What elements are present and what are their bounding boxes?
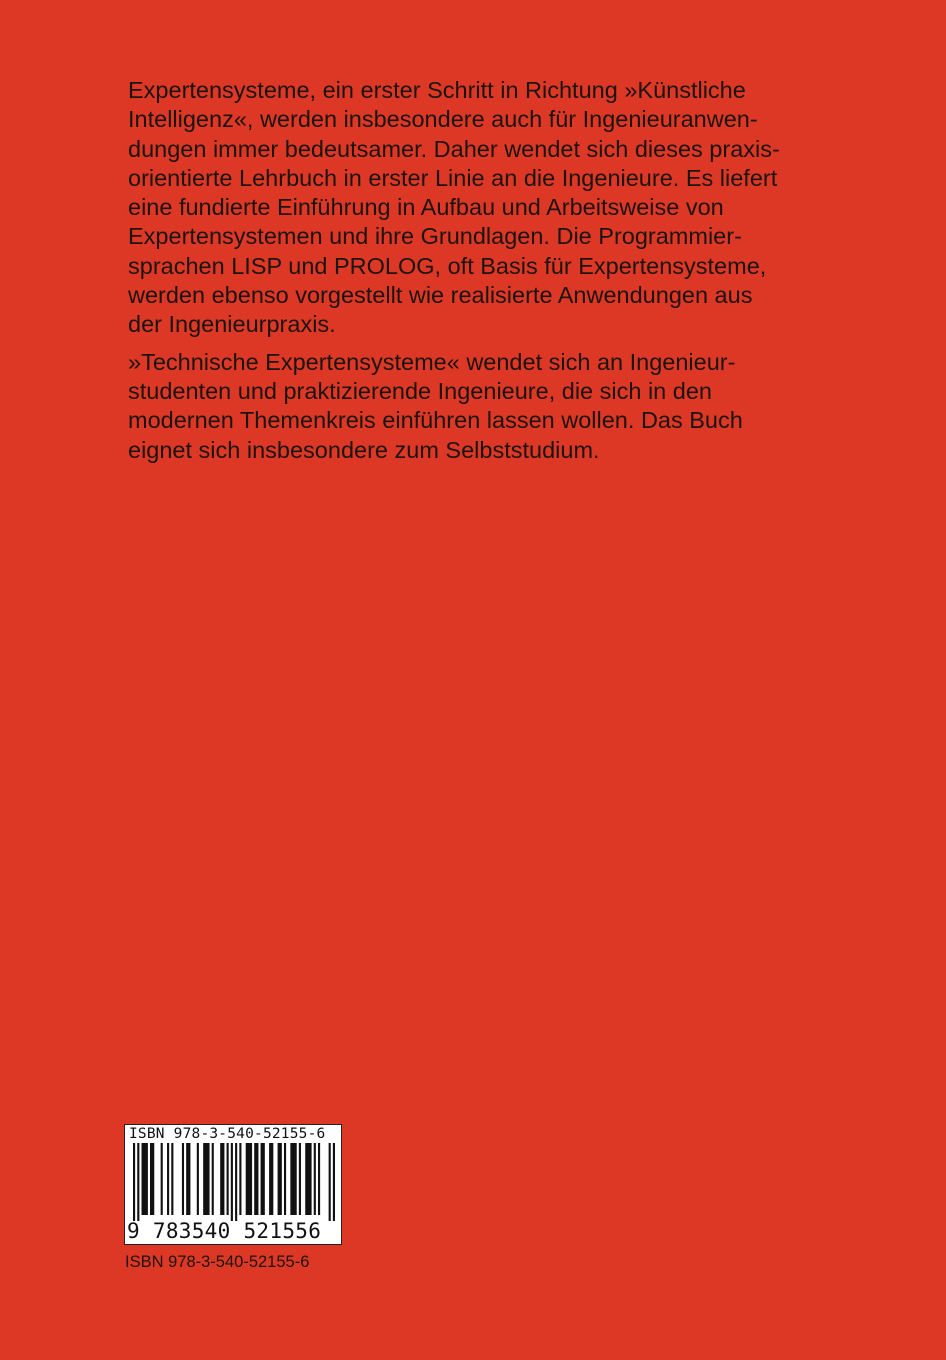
barcode-bar xyxy=(305,1143,311,1215)
barcode-isbn-label: ISBN 978-3-540-52155-6 xyxy=(129,1126,326,1142)
barcode-bar xyxy=(220,1143,224,1215)
barcode-bar xyxy=(227,1143,229,1215)
barcode-bar xyxy=(333,1143,335,1221)
blurb-line: eine fundierte Einführung in Aufbau und Arbeitsweise von xyxy=(128,194,724,221)
isbn-text: ISBN 978-3-540-52155-6 xyxy=(125,1253,310,1271)
blurb-paragraph-1 xyxy=(128,76,818,340)
blurb-line: der Ingenieurpraxis. xyxy=(128,311,336,338)
barcode-bar xyxy=(142,1143,148,1215)
isbn-barcode xyxy=(124,1124,342,1245)
barcode-bar xyxy=(246,1143,252,1215)
barcode-bar xyxy=(212,1143,214,1215)
barcode-bar xyxy=(167,1143,169,1215)
blurb-line: Intelligenz«, werden insbesondere auch für Ingenieuranwen- xyxy=(128,106,758,133)
barcode-bar xyxy=(278,1143,282,1215)
barcode-bar xyxy=(137,1143,139,1221)
blurb-line: werden ebenso vorgestellt wie realisierte Anwendungen aus xyxy=(128,282,753,309)
blurb-paragraph-2 xyxy=(128,348,818,465)
blurb-line: Expertensysteme, ein erster Schritt in Richtung »Künstliche xyxy=(128,77,746,103)
blurb-line: Expertensystemen und ihre Grundlagen. Die Programmier- xyxy=(128,223,742,250)
blurb-line: sprachen LISP und PROLOG, oft Basis für Expertensysteme, xyxy=(128,252,767,279)
barcode-bar xyxy=(182,1143,184,1215)
barcode-bar xyxy=(133,1143,135,1221)
barcode-bar xyxy=(314,1143,316,1215)
blurb-line: orientierte Lehrbuch in erster Linie an die Ingenieure. Es liefert xyxy=(128,164,778,191)
barcode-digits: 9 783540 521556 xyxy=(127,1219,322,1243)
barcode-bar xyxy=(171,1143,173,1215)
blurb-line: eignet sich insbesondere zum Selbststudium. xyxy=(128,436,600,463)
barcode-bar xyxy=(261,1143,265,1215)
barcode-bar xyxy=(239,1143,241,1215)
barcode-bar xyxy=(231,1143,233,1221)
barcode-bar xyxy=(150,1143,154,1215)
barcode-bar xyxy=(329,1143,331,1221)
barcode-bar xyxy=(161,1143,163,1215)
barcode-bar xyxy=(299,1143,301,1215)
barcode-bar xyxy=(269,1143,273,1215)
blurb-line: »Technische Expertensysteme« wendet sich an Ingenieur- xyxy=(128,348,736,375)
barcode-bar xyxy=(197,1143,199,1215)
blurb-line: studenten und praktizierende Ingenieure, die sich in den xyxy=(128,377,712,404)
barcode-bar xyxy=(254,1143,258,1215)
blurb-line: dungen immer bedeutsamer. Daher wendet sich dieses praxis- xyxy=(128,135,780,162)
barcode-bar xyxy=(290,1143,296,1215)
barcode-bar xyxy=(235,1143,237,1221)
blurb-line: modernen Themenkreis einführen lassen wollen. Das Buch xyxy=(128,407,743,434)
barcode-bar xyxy=(186,1143,190,1215)
back-cover-blurb xyxy=(128,76,818,465)
barcode-bar xyxy=(318,1143,320,1215)
barcode-bars xyxy=(133,1143,335,1221)
barcode-bar xyxy=(203,1143,209,1215)
barcode-bar xyxy=(284,1143,286,1215)
